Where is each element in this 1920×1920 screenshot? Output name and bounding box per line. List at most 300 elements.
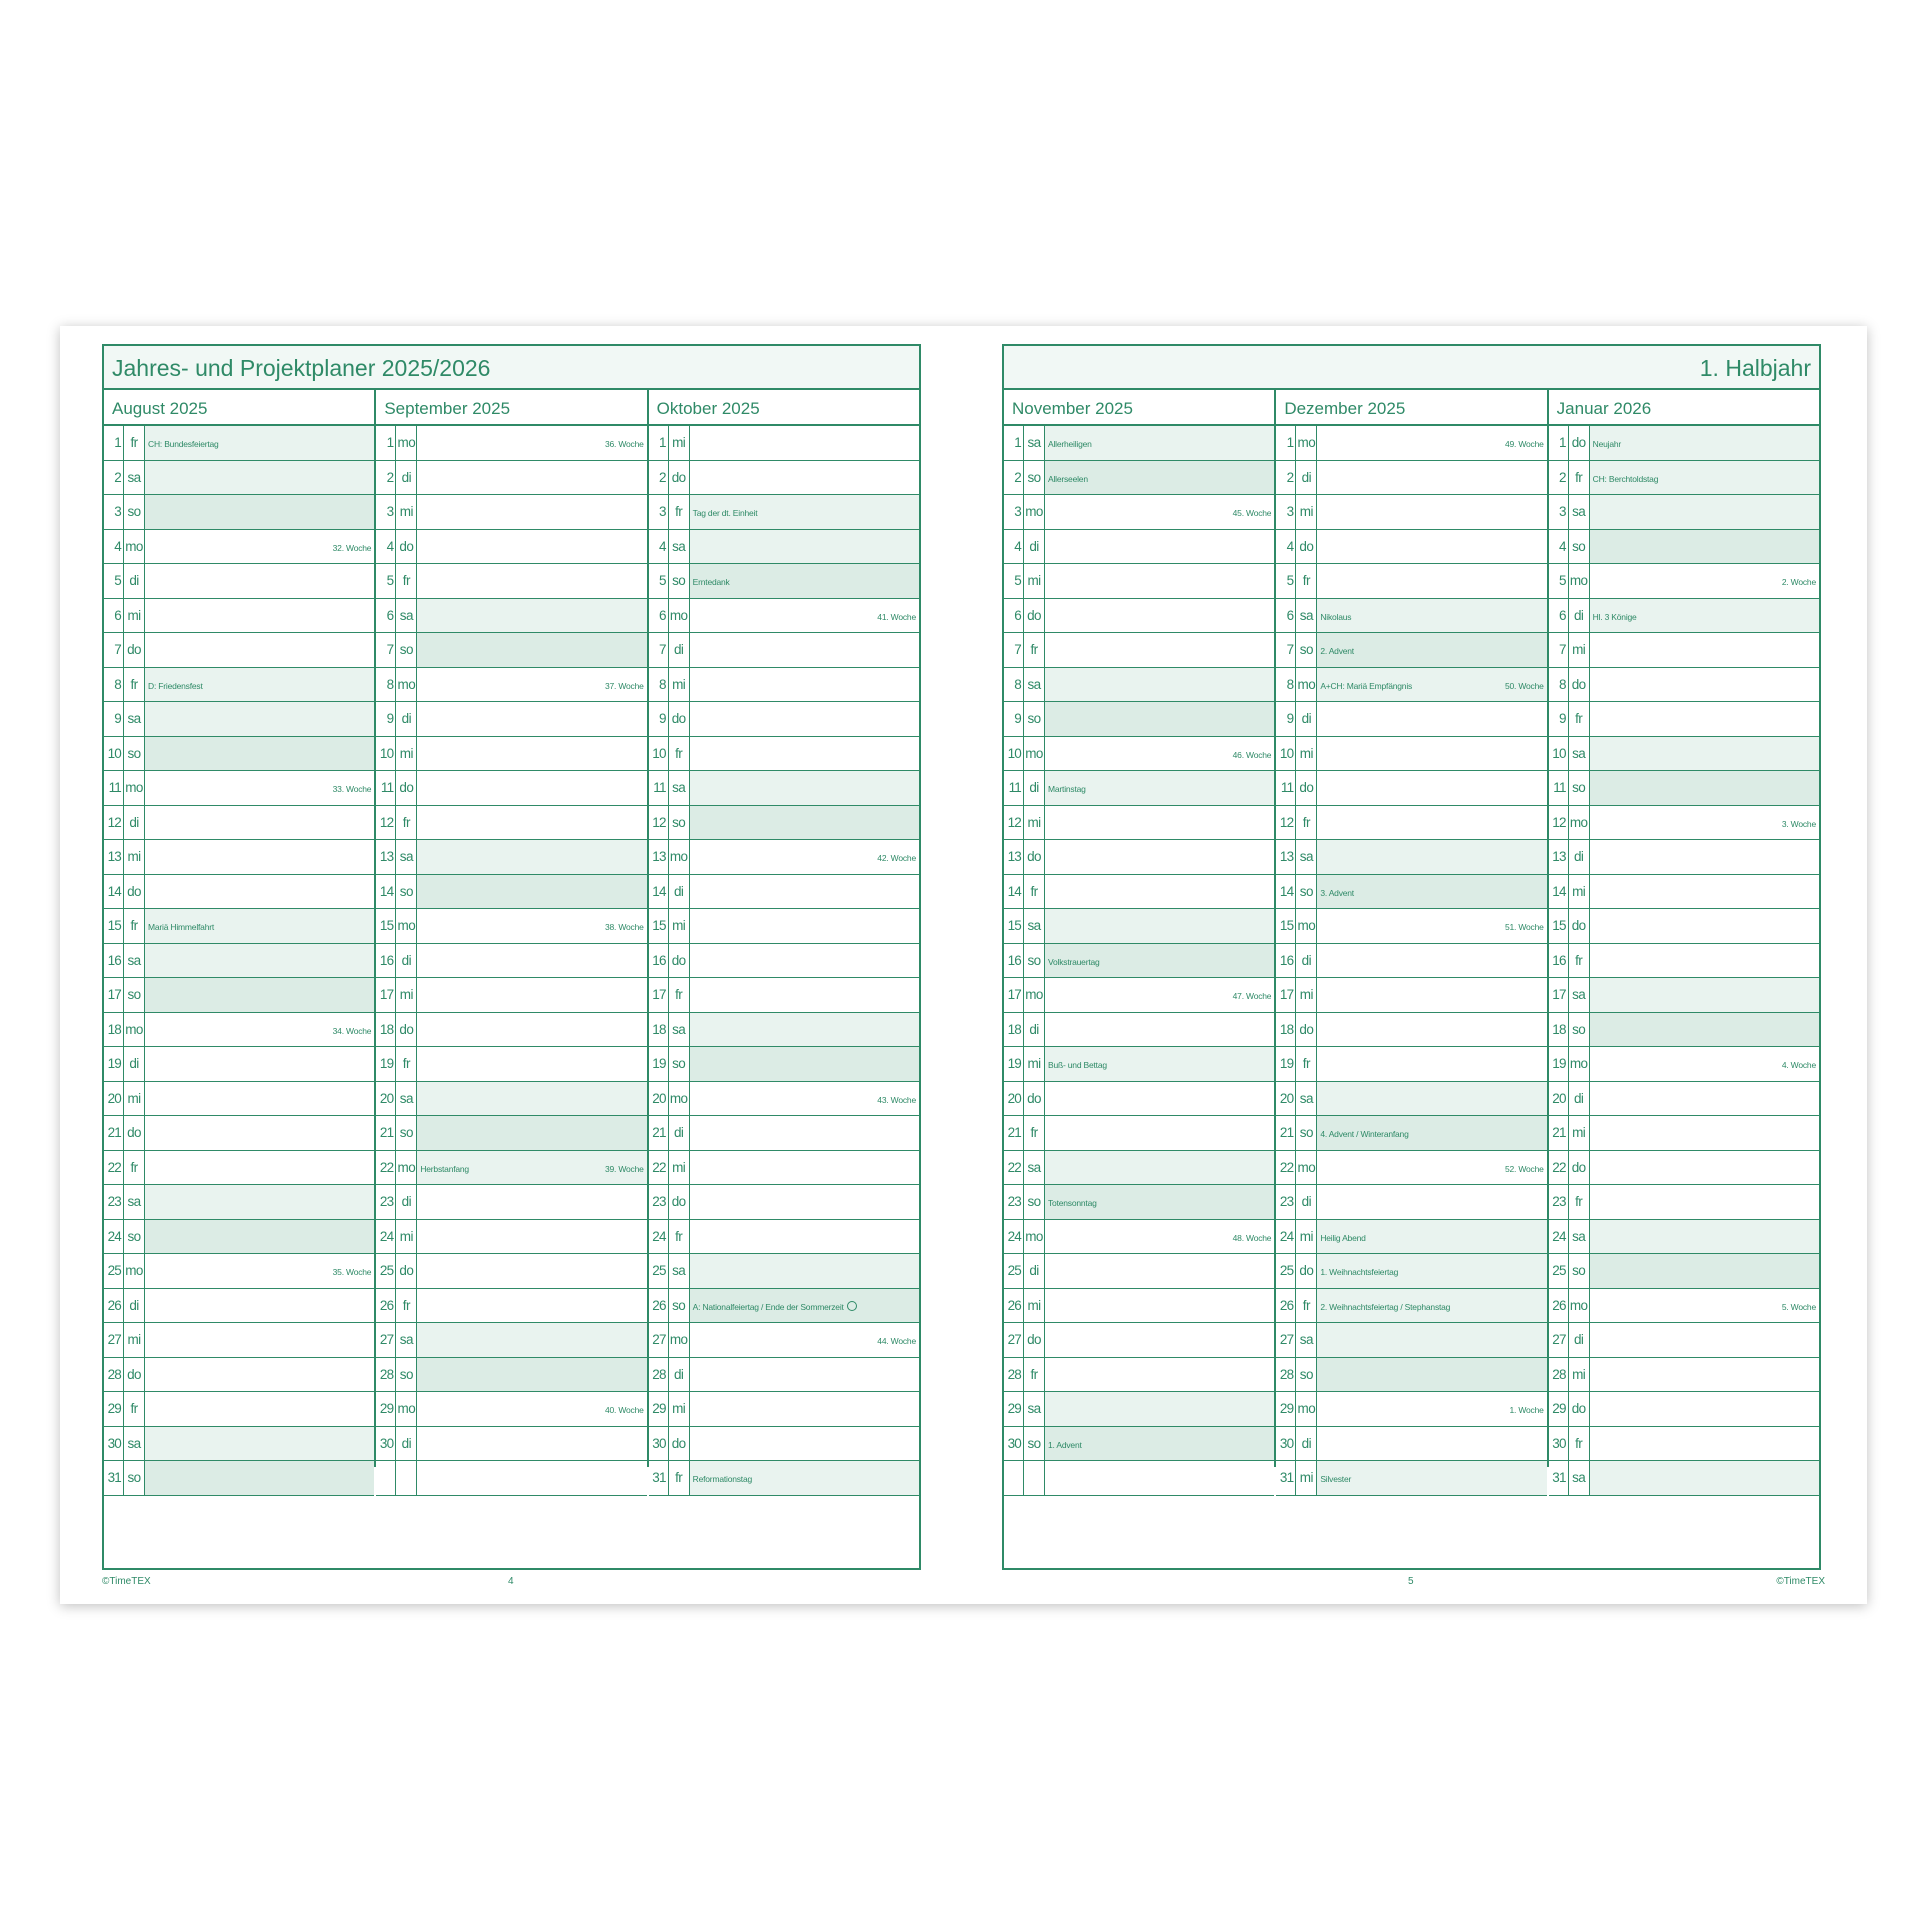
day-entry-cell[interactable] [417, 564, 646, 598]
day-entry-cell[interactable] [1045, 426, 1274, 460]
day-entry-cell[interactable] [1590, 1151, 1819, 1185]
day-entry-cell[interactable] [690, 1461, 919, 1495]
day-entry-cell[interactable] [690, 1289, 919, 1323]
day-entry-cell[interactable] [1045, 771, 1274, 805]
day-entry-cell[interactable] [417, 840, 646, 874]
day-entry-cell[interactable] [145, 909, 374, 943]
day-entry-cell[interactable] [1590, 771, 1819, 805]
day-entry-cell[interactable] [417, 806, 646, 840]
day-entry-cell[interactable] [1590, 806, 1819, 840]
day-number: 6 [376, 599, 396, 633]
day-entry-cell[interactable] [690, 771, 919, 805]
day-entry-cell[interactable] [145, 702, 374, 736]
day-number: 25 [1276, 1254, 1296, 1288]
day-entry-cell[interactable] [417, 1254, 646, 1288]
day-entry-cell[interactable] [1590, 1013, 1819, 1047]
day-entry-cell[interactable] [1317, 1427, 1546, 1461]
day-entry-cell[interactable] [1590, 702, 1819, 736]
week-number: 47. Woche [1232, 991, 1272, 1001]
day-row [1276, 1151, 1546, 1186]
day-row [376, 909, 646, 944]
day-entry-cell[interactable] [145, 530, 374, 564]
day-row [1004, 702, 1274, 737]
week-number: 40. Woche [604, 1405, 644, 1415]
day-entry-cell[interactable] [690, 840, 919, 874]
month-header: Januar 2026 [1549, 390, 1819, 426]
week-number: 37. Woche [604, 680, 644, 691]
day-of-week: do [1024, 840, 1045, 874]
day-entry-cell[interactable] [690, 1254, 919, 1288]
day-of-week: do [124, 1116, 145, 1150]
day-number: 17 [1549, 978, 1569, 1012]
day-entry-cell[interactable] [1045, 1254, 1274, 1288]
day-number: 18 [1549, 1013, 1569, 1047]
day-entry-cell[interactable] [1590, 530, 1819, 564]
day-entry-cell[interactable] [1045, 1185, 1274, 1219]
day-of-week: so [1296, 875, 1317, 909]
day-entry-cell[interactable] [417, 461, 646, 495]
day-entry-cell[interactable] [417, 737, 646, 771]
page-number-right: 5 [1408, 1576, 1414, 1587]
day-entry-cell[interactable] [690, 668, 919, 702]
day-entry-cell[interactable] [690, 1220, 919, 1254]
day-entry-cell[interactable] [690, 909, 919, 943]
day-entry-cell[interactable] [690, 1151, 919, 1185]
day-entry-cell[interactable] [1045, 564, 1274, 598]
day-entry-cell[interactable] [690, 1013, 919, 1047]
day-entry-cell[interactable] [690, 564, 919, 598]
day-entry-cell[interactable] [1045, 1013, 1274, 1047]
day-entry-cell[interactable] [1045, 944, 1274, 978]
day-entry-cell[interactable] [1045, 1082, 1274, 1116]
day-entry-cell[interactable] [1317, 1323, 1546, 1357]
day-entry-cell[interactable] [690, 1358, 919, 1392]
day-entry-cell[interactable] [1317, 909, 1546, 943]
day-entry-cell[interactable] [1590, 1220, 1819, 1254]
day-number: 20 [1549, 1082, 1569, 1116]
day-entry-cell[interactable] [145, 1116, 374, 1150]
day-row [376, 1289, 646, 1324]
day-number: 11 [104, 771, 124, 805]
day-of-week: so [1024, 1427, 1045, 1461]
day-of-week: sa [1024, 1151, 1045, 1185]
day-entry-cell[interactable] [1590, 1116, 1819, 1150]
day-entry-cell[interactable] [145, 599, 374, 633]
day-of-week: so [1296, 1358, 1317, 1392]
day-entry-cell[interactable] [690, 1185, 919, 1219]
day-entry-cell[interactable] [1045, 1323, 1274, 1357]
day-entry-cell[interactable] [145, 1013, 374, 1047]
day-number: 10 [1276, 737, 1296, 771]
day-row [1549, 1323, 1819, 1358]
day-entry-cell[interactable] [145, 1220, 374, 1254]
day-entry-cell[interactable] [1590, 1461, 1819, 1495]
day-entry-cell[interactable] [1045, 1461, 1274, 1495]
day-entry-cell[interactable] [145, 564, 374, 598]
day-of-week: sa [1296, 599, 1317, 633]
day-of-week: mi [669, 426, 690, 460]
day-entry-cell[interactable] [1317, 668, 1546, 702]
day-entry-cell[interactable] [1317, 633, 1546, 667]
day-entry-cell[interactable] [1045, 737, 1274, 771]
day-row [1276, 1427, 1546, 1462]
day-of-week: do [669, 702, 690, 736]
day-entry-cell[interactable] [1590, 1289, 1819, 1323]
day-number: 4 [376, 530, 396, 564]
day-entry-cell[interactable] [1045, 978, 1274, 1012]
day-of-week: do [396, 530, 417, 564]
day-entry-cell[interactable] [417, 1013, 646, 1047]
day-entry-cell[interactable] [145, 1082, 374, 1116]
day-entry-cell[interactable] [690, 978, 919, 1012]
day-entry-cell[interactable] [1317, 944, 1546, 978]
day-number: 28 [1276, 1358, 1296, 1392]
day-of-week: mi [396, 495, 417, 529]
day-of-week: di [669, 633, 690, 667]
day-entry-cell[interactable] [690, 530, 919, 564]
day-row [376, 461, 646, 496]
day-number: 5 [649, 564, 669, 598]
day-row [104, 599, 374, 634]
day-entry-cell[interactable] [1045, 530, 1274, 564]
day-entry-cell[interactable] [417, 978, 646, 1012]
day-entry-cell[interactable] [417, 944, 646, 978]
day-number: 12 [649, 806, 669, 840]
day-entry-cell[interactable] [690, 633, 919, 667]
day-entry-cell[interactable] [1590, 1185, 1819, 1219]
day-number: 18 [104, 1013, 124, 1047]
day-row [1004, 530, 1274, 565]
day-row [1549, 668, 1819, 703]
day-entry-cell[interactable] [1317, 564, 1546, 598]
day-entry-cell[interactable] [1590, 1392, 1819, 1426]
day-entry-cell[interactable] [1317, 1082, 1546, 1116]
day-of-week: fr [669, 978, 690, 1012]
day-entry-cell[interactable] [145, 495, 374, 529]
day-entry-cell[interactable] [145, 978, 374, 1012]
day-entry-cell[interactable] [1317, 530, 1546, 564]
day-of-week: so [396, 875, 417, 909]
day-row [1276, 530, 1546, 565]
day-entry-cell[interactable] [417, 1082, 646, 1116]
day-of-week: so [124, 1461, 145, 1495]
day-entry-cell[interactable] [1317, 1116, 1546, 1150]
day-entry-cell[interactable] [1045, 909, 1274, 943]
week-number: 34. Woche [332, 1025, 372, 1036]
day-of-week: mo [1296, 909, 1317, 943]
day-entry-cell[interactable] [1590, 1323, 1819, 1357]
day-entry-cell[interactable] [145, 1185, 374, 1219]
day-entry-cell[interactable] [1590, 668, 1819, 702]
day-entry-cell[interactable] [145, 1151, 374, 1185]
day-row [1549, 1289, 1819, 1324]
day-entry-cell[interactable] [145, 840, 374, 874]
day-entry-cell[interactable] [1590, 1254, 1819, 1288]
day-entry-cell[interactable] [1045, 1047, 1274, 1081]
day-entry-cell[interactable] [1590, 944, 1819, 978]
day-row [649, 1082, 919, 1117]
day-entry-cell[interactable] [417, 1358, 646, 1392]
day-of-week: fr [669, 1220, 690, 1254]
day-number: 5 [104, 564, 124, 598]
day-entry-cell[interactable] [145, 944, 374, 978]
day-entry-cell[interactable] [1317, 1392, 1546, 1426]
day-entry-cell[interactable] [145, 1047, 374, 1081]
day-entry-cell[interactable] [417, 1392, 646, 1426]
day-entry-cell[interactable] [1045, 1289, 1274, 1323]
day-of-week: di [1024, 1254, 1045, 1288]
day-of-week: mo [669, 1082, 690, 1116]
day-entry-cell[interactable] [1045, 840, 1274, 874]
day-entry-cell[interactable] [690, 1082, 919, 1116]
day-entry-cell[interactable] [145, 1254, 374, 1288]
day-of-week: do [669, 461, 690, 495]
day-entry-cell[interactable] [417, 1220, 646, 1254]
day-entry-cell[interactable] [1317, 1151, 1546, 1185]
day-row [1276, 1116, 1546, 1151]
day-row [1276, 668, 1546, 703]
week-number: 51. Woche [1504, 922, 1544, 932]
day-row [1276, 1254, 1546, 1289]
day-of-week: do [1569, 1151, 1590, 1185]
day-row [376, 806, 646, 841]
day-row [649, 1323, 919, 1358]
day-row [104, 1461, 374, 1496]
day-number: 22 [104, 1151, 124, 1185]
day-of-week: so [124, 1220, 145, 1254]
day-entry-cell[interactable] [1045, 1116, 1274, 1150]
day-entry-cell[interactable] [1590, 1082, 1819, 1116]
day-row [1276, 1358, 1546, 1393]
months-left [104, 390, 919, 1485]
day-entry-cell[interactable] [690, 875, 919, 909]
day-number: 14 [1276, 875, 1296, 909]
day-entry-cell[interactable] [690, 599, 919, 633]
day-entry-cell[interactable] [145, 668, 374, 702]
day-entry-cell[interactable] [1590, 978, 1819, 1012]
day-entry-cell[interactable] [1590, 1047, 1819, 1081]
day-entry-cell[interactable] [1590, 875, 1819, 909]
day-number: 2 [376, 461, 396, 495]
day-entry-cell[interactable] [1045, 633, 1274, 667]
day-entry-cell[interactable] [1590, 737, 1819, 771]
day-row [1004, 978, 1274, 1013]
day-entry-cell[interactable] [1317, 806, 1546, 840]
day-row [376, 1185, 646, 1220]
day-entry-cell[interactable] [1590, 426, 1819, 460]
day-entry-cell[interactable] [417, 1047, 646, 1081]
day-entry-cell[interactable] [1317, 1185, 1546, 1219]
day-row [1549, 564, 1819, 599]
day-entry-cell[interactable] [1045, 461, 1274, 495]
day-row [1004, 1047, 1274, 1082]
day-entry-cell[interactable] [145, 737, 374, 771]
day-row [376, 702, 646, 737]
day-entry-cell[interactable] [1590, 840, 1819, 874]
day-entry-cell[interactable] [417, 1116, 646, 1150]
day-of-week: di [396, 461, 417, 495]
day-entry-cell[interactable] [417, 875, 646, 909]
day-entry-cell[interactable] [1590, 1427, 1819, 1461]
day-entry-cell[interactable] [145, 806, 374, 840]
day-entry-cell[interactable] [1590, 564, 1819, 598]
day-entry-cell[interactable] [1045, 806, 1274, 840]
day-entry-cell[interactable] [417, 1185, 646, 1219]
day-entry-cell[interactable] [690, 1116, 919, 1150]
day-entry-cell[interactable] [690, 1392, 919, 1426]
day-entry-cell[interactable] [690, 461, 919, 495]
day-entry-cell[interactable] [690, 944, 919, 978]
day-entry-cell[interactable] [417, 1151, 646, 1185]
day-entry-cell[interactable] [145, 875, 374, 909]
month-header: September 2025 [376, 390, 646, 426]
day-entry-cell[interactable] [417, 633, 646, 667]
day-entry-cell[interactable] [145, 1461, 374, 1495]
day-entry-cell[interactable] [690, 702, 919, 736]
day-entry-cell[interactable] [1045, 1427, 1274, 1461]
day-entry-cell[interactable] [417, 495, 646, 529]
day-entry-cell[interactable] [417, 1323, 646, 1357]
day-entry-cell[interactable] [417, 1427, 646, 1461]
day-entry-cell[interactable] [690, 1323, 919, 1357]
day-entry-cell[interactable] [145, 1427, 374, 1461]
day-row [104, 1427, 374, 1462]
day-row [376, 875, 646, 910]
day-entry-cell[interactable] [1590, 461, 1819, 495]
day-entry-cell[interactable] [145, 633, 374, 667]
day-row [649, 426, 919, 461]
day-number: 21 [104, 1116, 124, 1150]
day-entry-cell[interactable] [1317, 1013, 1546, 1047]
day-entry-cell[interactable] [417, 1461, 646, 1495]
day-entry-cell[interactable] [1317, 771, 1546, 805]
week-number: 44. Woche [877, 1336, 916, 1346]
day-entry-cell[interactable] [690, 737, 919, 771]
day-of-week: sa [396, 1082, 417, 1116]
day-entry-cell[interactable] [1317, 1220, 1546, 1254]
day-entry-cell[interactable] [690, 806, 919, 840]
day-number: 14 [1549, 875, 1569, 909]
day-entry-cell[interactable] [1045, 668, 1274, 702]
day-entry-cell[interactable] [690, 1047, 919, 1081]
day-rows [649, 426, 919, 1485]
day-entry-cell[interactable] [1590, 1358, 1819, 1392]
day-entry-cell[interactable] [1317, 978, 1546, 1012]
day-entry-cell[interactable] [1317, 1289, 1546, 1323]
day-entry-cell[interactable] [1317, 1254, 1546, 1288]
day-entry-cell[interactable] [145, 1289, 374, 1323]
day-of-week: mi [669, 1392, 690, 1426]
day-row [649, 668, 919, 703]
day-rows [1276, 426, 1546, 1485]
day-entry-cell[interactable] [1045, 702, 1274, 736]
day-number: 29 [1004, 1392, 1024, 1426]
day-entry-cell[interactable] [1317, 840, 1546, 874]
day-number: 6 [1549, 599, 1569, 633]
day-entry-cell[interactable] [1317, 875, 1546, 909]
day-entry-cell[interactable] [1317, 495, 1546, 529]
day-entry-cell[interactable] [1045, 495, 1274, 529]
day-entry-cell[interactable] [1045, 1220, 1274, 1254]
day-entry-cell[interactable] [145, 771, 374, 805]
day-entry-cell[interactable] [1045, 599, 1274, 633]
day-of-week: so [1569, 1013, 1590, 1047]
day-entry-cell[interactable] [1590, 909, 1819, 943]
day-of-week: do [1569, 1392, 1590, 1426]
day-number: 8 [649, 668, 669, 702]
day-of-week: mi [669, 668, 690, 702]
day-entry-cell[interactable] [417, 668, 646, 702]
day-row [1276, 461, 1546, 496]
day-entry-cell[interactable] [145, 1392, 374, 1426]
day-entry-cell[interactable] [1590, 495, 1819, 529]
day-row [376, 1358, 646, 1393]
day-of-week: sa [124, 461, 145, 495]
day-entry-cell[interactable] [1317, 599, 1546, 633]
day-entry-cell[interactable] [1317, 426, 1546, 460]
day-entry-cell[interactable] [417, 426, 646, 460]
day-entry-cell[interactable] [417, 1289, 646, 1323]
day-of-week: mi [1024, 806, 1045, 840]
day-entry-cell[interactable] [1045, 875, 1274, 909]
day-entry-cell[interactable] [1045, 1358, 1274, 1392]
day-entry-cell[interactable] [690, 495, 919, 529]
day-entry-cell[interactable] [1317, 1461, 1546, 1495]
day-entry-cell[interactable] [417, 771, 646, 805]
day-entry-cell[interactable] [1317, 1047, 1546, 1081]
day-row [376, 1013, 646, 1048]
week-number: 35. Woche [332, 1267, 372, 1277]
day-entry-cell[interactable] [1317, 737, 1546, 771]
day-entry-cell[interactable] [690, 426, 919, 460]
day-entry-cell[interactable] [145, 1358, 374, 1392]
day-row [1549, 633, 1819, 668]
day-of-week: fr [1569, 461, 1590, 495]
day-entry-cell[interactable] [690, 1427, 919, 1461]
day-row [1276, 495, 1546, 530]
day-row [104, 702, 374, 737]
day-of-week: fr [1296, 1289, 1317, 1323]
day-of-week: mo [124, 1254, 145, 1288]
day-entry-cell[interactable] [417, 702, 646, 736]
day-of-week: mo [1024, 1220, 1045, 1254]
day-entry-cell[interactable] [417, 530, 646, 564]
day-entry-cell[interactable] [417, 599, 646, 633]
day-number: 30 [376, 1427, 396, 1461]
day-row [1549, 1082, 1819, 1117]
day-entry-cell[interactable] [1317, 461, 1546, 495]
day-entry-cell[interactable] [1045, 1392, 1274, 1426]
day-row [1549, 495, 1819, 530]
day-entry-cell[interactable] [1590, 599, 1819, 633]
day-entry-cell[interactable] [1317, 1358, 1546, 1392]
day-of-week: sa [1569, 737, 1590, 771]
day-entry-cell[interactable] [1590, 633, 1819, 667]
day-of-week: do [1569, 909, 1590, 943]
day-of-week: mi [124, 1323, 145, 1357]
day-of-week: do [1569, 668, 1590, 702]
day-number: 5 [1004, 564, 1024, 598]
day-number: 21 [376, 1116, 396, 1150]
day-entry-cell[interactable] [1045, 1151, 1274, 1185]
day-number: 24 [1276, 1220, 1296, 1254]
title-bar [104, 346, 919, 390]
day-entry-cell[interactable] [145, 461, 374, 495]
day-entry-cell[interactable] [417, 909, 646, 943]
day-entry-cell[interactable] [145, 1323, 374, 1357]
day-entry-cell[interactable] [1317, 702, 1546, 736]
day-entry-cell[interactable] [145, 426, 374, 460]
